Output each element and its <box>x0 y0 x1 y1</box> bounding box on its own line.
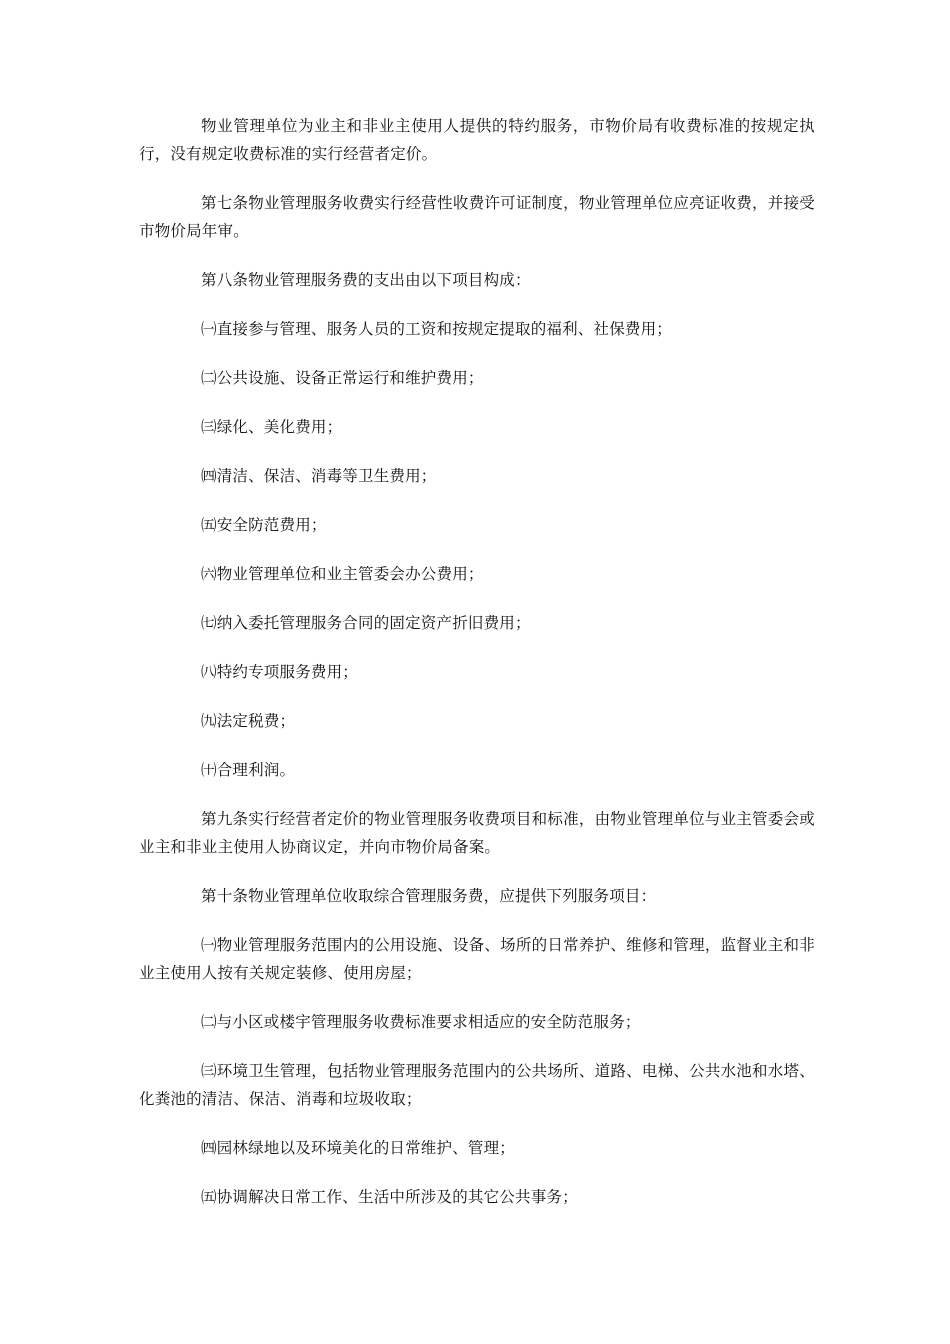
list-item-8-7: ㈦纳入委托管理服务合同的固定资产折旧费用； <box>201 614 531 632</box>
paragraph-article-8: 第八条物业管理服务费的支出由以下项目构成： <box>201 271 531 289</box>
document-body <box>139 112 815 1232</box>
list-item-8-4: ㈣清洁、保洁、消毒等卫生费用； <box>201 467 437 485</box>
list-item-8-10: ㈩合理利润。 <box>201 761 296 779</box>
list-item-8-1: ㈠直接参与管理、服务人员的工资和按规定提取的福利、社保费用； <box>201 320 673 338</box>
paragraph-article-10: 第十条物业管理单位收取综合管理服务费，应提供下列服务项目： <box>201 887 657 905</box>
list-item-8-3: ㈢绿化、美化费用； <box>201 418 343 436</box>
list-item-8-2: ㈡公共设施、设备正常运行和维护费用； <box>201 369 484 387</box>
paragraph-special-services: 物业管理单位为业主和非业主使用人提供的特约服务，市物价局有收费标准的按规定执行，没有规定收费标准的实行经营者定价。 <box>139 117 815 163</box>
list-item-10-4: ㈣园林绿地以及环境美化的日常维护、管理； <box>201 1139 516 1157</box>
paragraph-article-9: 第九条实行经营者定价的物业管理服务收费项目和标准，由物业管理单位与业主管委会或业主和非业主使用人协商议定，并向市物价局备案。 <box>139 810 815 856</box>
paragraph-article-7: 第七条物业管理服务收费实行经营性收费许可证制度，物业管理单位应亮证收费，并接受市物价局年审。 <box>139 194 815 240</box>
list-item-10-2: ㈡与小区或楼宇管理服务收费标准要求相适应的安全防范服务； <box>201 1013 641 1031</box>
list-item-8-6: ㈥物业管理单位和业主管委会办公费用； <box>201 565 484 583</box>
list-item-8-5: ㈤安全防范费用； <box>201 516 327 534</box>
list-item-10-1: ㈠物业管理服务范围内的公用设施、设备、场所的日常养护、维修和管理，监督业主和非业主使用人按有关规定装修、使用房屋； <box>139 936 815 982</box>
list-item-10-3: ㈢环境卫生管理，包括物业管理服务范围内的公共场所、道路、电梯、公共水池和水塔、化粪池的清洁、保洁、消毒和垃圾收取； <box>139 1062 815 1108</box>
list-item-8-9: ㈨法定税费； <box>201 712 296 730</box>
list-item-10-5: ㈤协调解决日常工作、生活中所涉及的其它公共事务； <box>201 1188 578 1206</box>
list-item-8-8: ㈧特约专项服务费用； <box>201 663 359 681</box>
